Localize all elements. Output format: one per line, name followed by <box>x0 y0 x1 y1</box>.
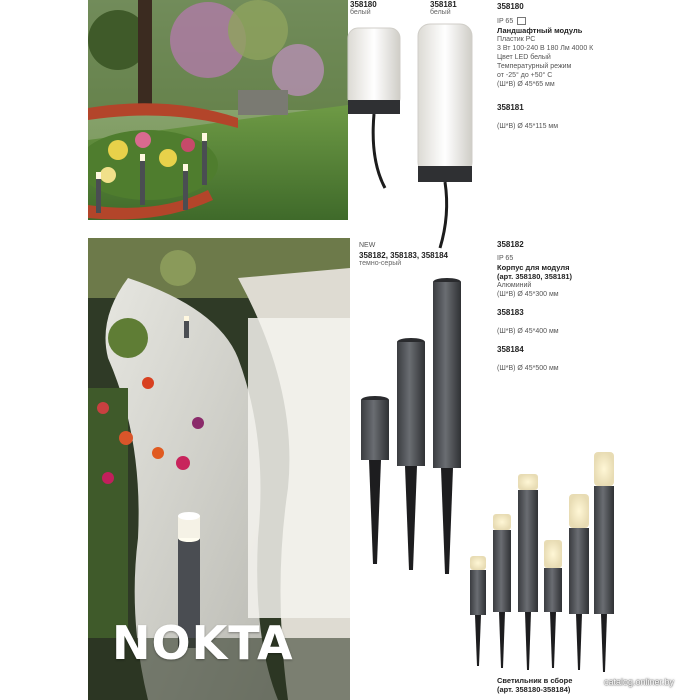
module-tall-image <box>410 20 480 250</box>
spec-line: Температурный режим <box>497 63 572 70</box>
spec-line: 3 Вт 100-240 В 180 Лм 4000 К <box>497 45 594 52</box>
assembled-caption-line2: (арт. 358180-358184) <box>497 685 571 694</box>
brand-logo-text: NOKTA <box>112 616 294 670</box>
ip-rating-text: IP 65 <box>497 18 514 25</box>
ip-rating <box>497 17 697 26</box>
product-color-358180: белый <box>350 9 371 16</box>
spec-code-3: 358184 <box>497 345 524 354</box>
product-code-358181: 358181 <box>430 0 457 9</box>
spec-line: Цвет LED белый <box>497 54 551 61</box>
spec-line: (Ш*В) Ø 45*65 мм <box>497 81 555 88</box>
spec-dims-2: (Ш*В) Ø 45*115 мм <box>497 123 559 130</box>
spec-code: 358180 <box>497 2 524 11</box>
assembled-caption-line1: Светильник в сборе <box>497 676 573 685</box>
spec-title: Корпус для модуля <box>497 263 570 272</box>
new-badge: NEW <box>359 242 376 249</box>
spec-line: от -25° до +50° С <box>497 72 553 79</box>
spec-dims-2: (Ш*В) Ø 45*400 мм <box>497 328 559 335</box>
spec-code-2: 358183 <box>497 308 524 317</box>
assembled-lamps-image <box>462 448 622 678</box>
garden-photo <box>88 0 348 220</box>
spec-code-2: 358181 <box>497 103 524 112</box>
module-short-image <box>340 20 410 190</box>
path-photo <box>88 238 350 700</box>
ip-rating-text: IP 65 <box>497 255 514 262</box>
spec-dims-3: (Ш*В) Ø 45*500 мм <box>497 365 559 372</box>
product-code-358180: 358180 <box>350 0 377 9</box>
product-color-358181: белый <box>430 9 451 16</box>
spec-material: Алюминий <box>497 282 532 289</box>
ip-box-icon <box>517 17 526 25</box>
product-color-mid: темно-серый <box>359 260 402 267</box>
assembled-caption <box>497 676 572 694</box>
spec-title: Ландшафтный модуль <box>497 26 583 35</box>
spec-line: Пластик PC <box>497 36 536 43</box>
spec-title-2: (арт. 358180, 358181) <box>497 272 573 281</box>
product-codes-mid: 358182, 358183, 358184 <box>359 251 448 260</box>
spec-dims: (Ш*В) Ø 45*300 мм <box>497 291 559 298</box>
spec-code: 358182 <box>497 240 524 249</box>
watermark-text: catalog.onliner.by <box>604 677 675 687</box>
spec-block-top <box>497 2 697 131</box>
spec-block-mid <box>497 240 697 373</box>
